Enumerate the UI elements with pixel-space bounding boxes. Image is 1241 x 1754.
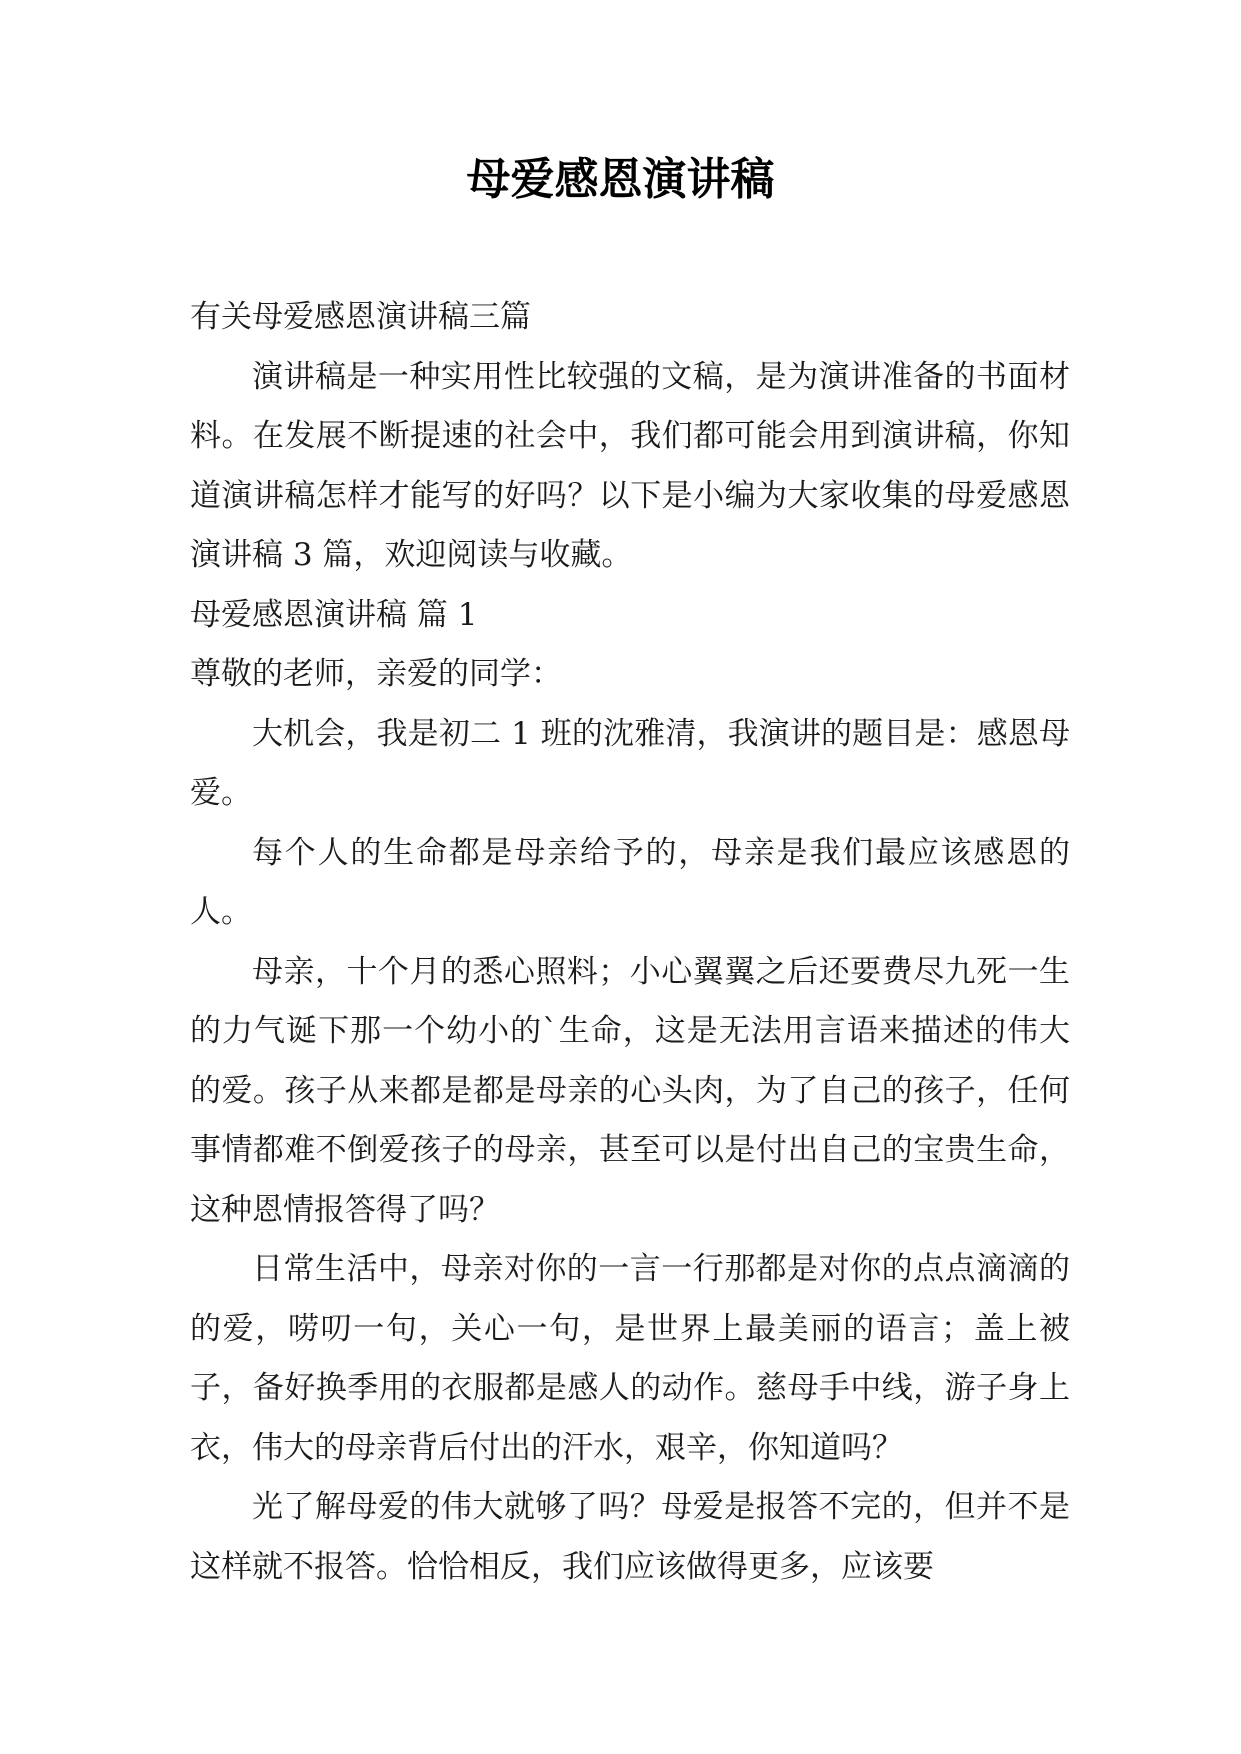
section-heading: 母爱感恩演讲稿 篇 1 xyxy=(190,596,478,633)
document-title: 母爱感恩演讲稿 xyxy=(466,154,775,205)
paragraph: 日常生活中，母亲对你的一言一行那都是对你的点点滴滴的的爱，唠叨一句，关心一句，是世界上最美丽的语言；盖上被子，备好换季用的衣服都是感人的动作。慈母手中线，游子身上衣，伟大的母亲背后付出的汗水，艰辛，你知道吗？ xyxy=(190,1251,1070,1466)
paragraph: 每个人的生命都是母亲给予的，母亲是我们最应该感恩的人。 xyxy=(190,834,1070,930)
paragraph: 有关母爱感恩演讲稿三篇 xyxy=(190,299,531,335)
document-body xyxy=(190,288,1070,1597)
paragraph: 演讲稿是一种实用性比较强的文稿，是为演讲准备的书面材料。在发展不断提速的社会中，我们都可能会用到演讲稿，你知道演讲稿怎样才能写的好吗？以下是小编为大家收集的母爱感恩演讲稿 3 篇，欢迎阅读与收藏。 xyxy=(190,358,1070,573)
paragraph: 光了解母爱的伟大就够了吗？母爱是报答不完的，但并不是这样就不报答。恰恰相反，我们应该做得更多，应该要 xyxy=(190,1489,1070,1585)
paragraph: 母亲，十个月的悉心照料；小心翼翼之后还要费尽九死一生的力气诞下那一个幼小的`生命，这是无法用言语来描述的伟大的爱。孩子从来都是都是母亲的心头肉，为了自己的孩子，任何事情都难不倒爱孩子的母亲，甚至可以是付出自己的宝贵生命，这种恩情报答得了吗？ xyxy=(190,953,1070,1228)
paragraph: 大机会，我是初二 1 班的沈雅清，我演讲的题目是：感恩母爱。 xyxy=(190,715,1070,811)
salutation: 尊敬的老师，亲爱的同学： xyxy=(190,656,562,692)
